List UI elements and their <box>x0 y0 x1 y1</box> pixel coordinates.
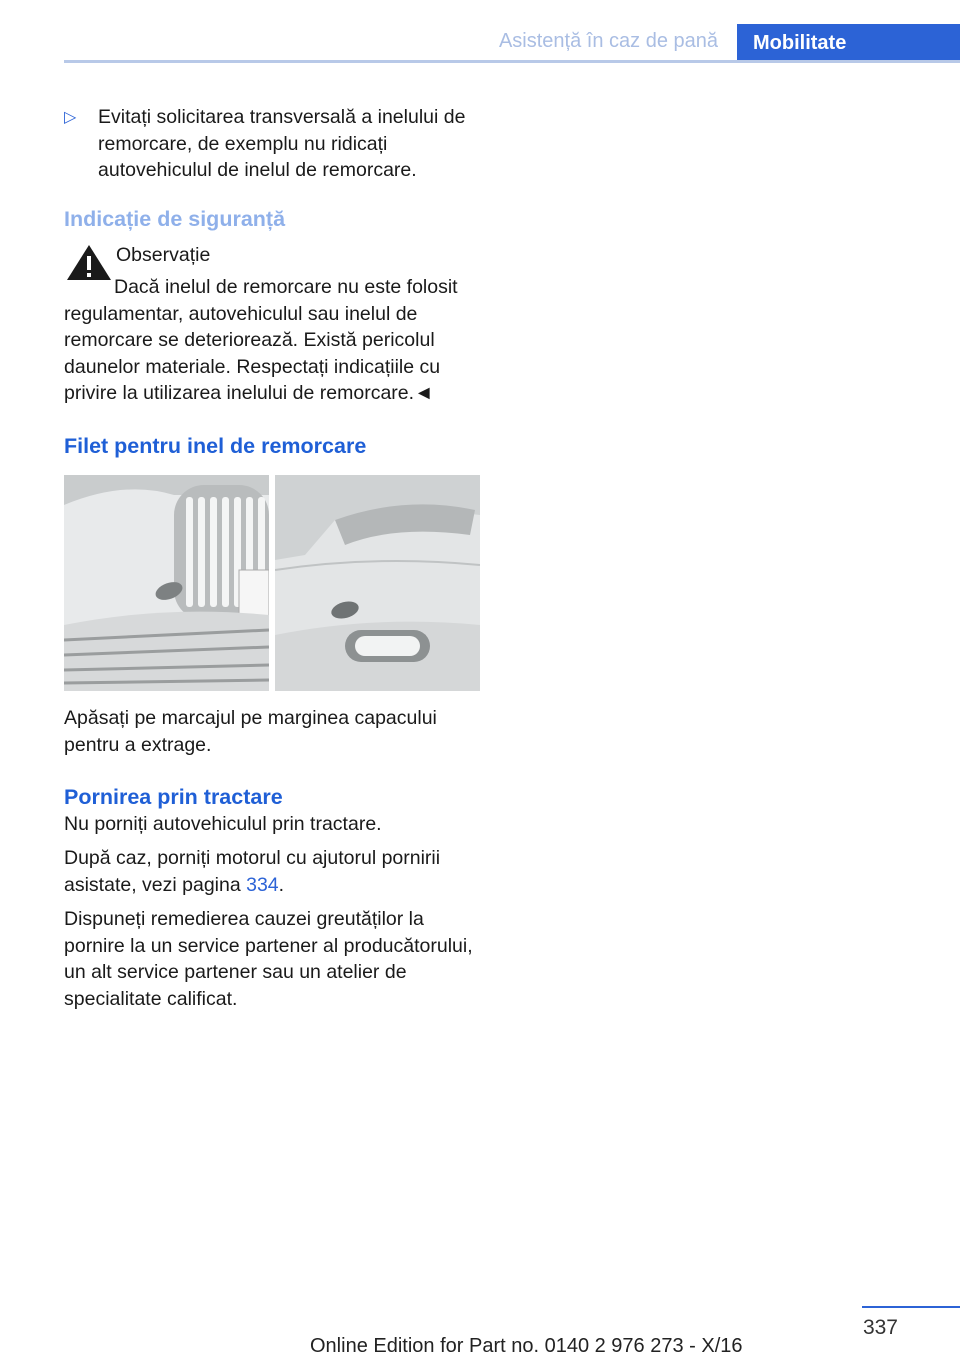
warning-label: Observație <box>116 244 211 266</box>
tow-start-heading: Pornirea prin tractare <box>64 785 283 809</box>
triangle-bullet-icon: ▷ <box>64 109 77 126</box>
tow-start-paragraph-1: Nu porniți autovehiculul prin tractare. <box>64 812 382 835</box>
safety-heading: Indicație de siguranță <box>64 206 286 231</box>
tow-start-p2-end: . <box>278 873 285 896</box>
header-section-title: Asistență în caz de pană <box>498 30 718 52</box>
page-reference-link[interactable]: 334 <box>246 873 279 896</box>
thread-caption: Apăsați pe marcajul pe marginea capacului pentru a extrage. <box>64 707 437 756</box>
warning-text: Dacă inelul de remorcare nu este folosit regulamentar, autovehiculul sau inelul de remorcare se deteriorează. Există pericolul daunelor materiale. Respectați indicațiile cu privire la utilizarea inelului de remorcare.◄ <box>64 276 458 404</box>
tow-start-paragraph-2 <box>64 845 482 898</box>
thread-heading: Filet pentru inel de remorcare <box>64 433 367 458</box>
tow-ring-thread-figure <box>64 475 480 691</box>
footer-rule <box>862 1306 960 1308</box>
warning-triangle-icon <box>64 242 114 282</box>
header-rule <box>64 60 960 63</box>
rear-bumper-illustration <box>275 475 480 691</box>
tow-start-p2-text: După caz, porniți motorul cu ajutorul pornirii asistate, vezi pagina <box>64 847 441 896</box>
header-chapter-tab[interactable]: Mobilitate <box>737 24 960 62</box>
bullet-text: Evitați solicitarea transversală a inelului de remorcare, de exemplu nu ridicați autovehiculul de inelul de remorcare. <box>98 106 466 181</box>
front-bumper-illustration <box>64 475 269 691</box>
tow-start-paragraph-3: Dispuneți remedierea cauzei greutăților la pornire la un service partener al producătorului, un alt service partener sau un atelier de specialitate calificat. <box>64 908 473 1010</box>
edition-footer: Online Edition for Part no. 0140 2 976 273 - X/16 <box>310 1335 743 1357</box>
page-number: 337 <box>862 1316 898 1339</box>
bullet-item <box>64 104 482 184</box>
content-column <box>64 104 482 1020</box>
